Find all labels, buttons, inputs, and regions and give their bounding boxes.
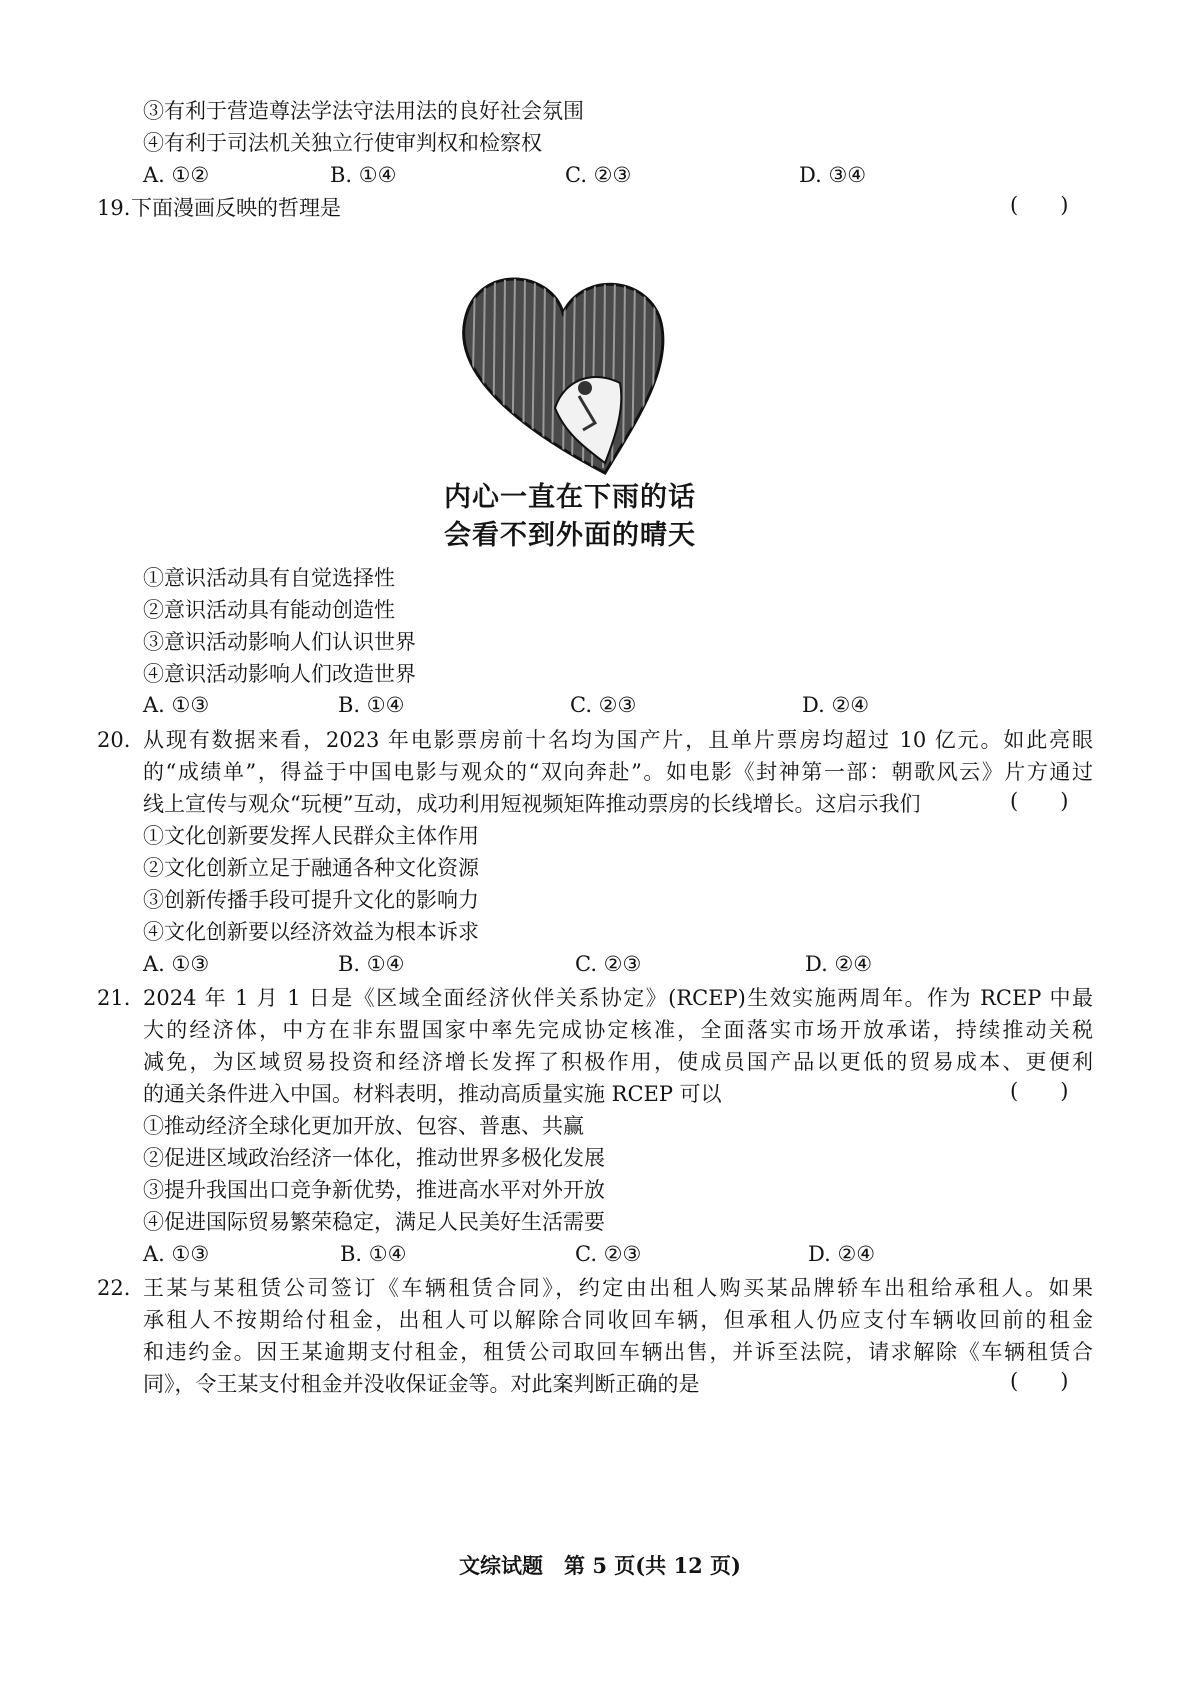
q19-item-2: ②意识活动具有能动创造性 — [143, 598, 395, 622]
q18-item-3: ③有利于营造尊法学法守法用法的良好社会氛围 — [143, 99, 584, 123]
q19-option-d: D. ②④ — [802, 693, 870, 717]
q21-stem-line-2: 大的经济体，中方在非东盟国家中率先完成协定核准，全面落实市场开放承诺，持续推动关税 — [143, 1018, 1093, 1042]
q21-option-c: C. ②③ — [575, 1242, 642, 1266]
q19-options — [143, 690, 1043, 720]
q21-option-a: A. ①③ — [143, 1242, 210, 1266]
q18-option-a: A. ①② — [143, 163, 210, 187]
q19-item-4: ④意识活动影响人们改造世界 — [143, 662, 416, 686]
cartoon-caption-line-2: 会看不到外面的晴天 — [444, 520, 696, 551]
q20-answer-paren: ( ) — [1010, 789, 1069, 813]
q19-answer-paren: ( ) — [1010, 193, 1069, 217]
q21-item-2: ②促进区域政治经济一体化，推动世界多极化发展 — [143, 1146, 605, 1170]
q21-item-3: ③提升我国出口竞争新优势，推进高水平对外开放 — [143, 1178, 605, 1202]
q20-item-3: ③创新传播手段可提升文化的影响力 — [143, 888, 479, 912]
q19-option-c: C. ②③ — [570, 693, 637, 717]
q19-stem: 下面漫画反映的哲理是 — [131, 196, 341, 220]
page-footer: 文综试题 第 5 页(共 12 页) — [459, 1553, 741, 1578]
q20-stem-line-1: 从现有数据来看，2023 年电影票房前十名均为国产片，且单片票房均超过 10 亿元。如此亮眼 — [143, 728, 1093, 752]
q18-option-b: B. ①④ — [330, 163, 397, 187]
q20-stem-line-3: 线上宣传与观众“玩梗”互动，成功利用短视频矩阵推动票房的长线增长。这启示我们 — [143, 792, 921, 816]
q20-option-c: C. ②③ — [575, 952, 642, 976]
q19-number: 19. — [97, 196, 131, 220]
q21-stem-line-4: 的通关条件进入中国。材料表明，推动高质量实施 RCEP 可以 — [143, 1082, 722, 1106]
q20-option-d: D. ②④ — [805, 952, 873, 976]
heart-rain-cartoon — [455, 258, 670, 483]
q20-number: 20. — [97, 728, 131, 752]
cartoon-caption-line-1: 内心一直在下雨的话 — [444, 482, 696, 513]
q20-options — [143, 949, 1043, 979]
q19-item-1: ①意识活动具有自觉选择性 — [143, 566, 395, 590]
q22-stem-line-4: 同》，令王某支付租金并没收保证金等。对此案判断正确的是 — [143, 1372, 700, 1396]
q20-item-2: ②文化创新立足于融通各种文化资源 — [143, 856, 479, 880]
q22-answer-paren: ( ) — [1010, 1369, 1069, 1393]
q20-item-4: ④文化创新要以经济效益为根本诉求 — [143, 920, 479, 944]
q21-item-4: ④促进国际贸易繁荣稳定，满足人民美好生活需要 — [143, 1210, 605, 1234]
q21-stem-line-3: 减免，为区域贸易投资和经济增长发挥了积极作用，使成员国产品以更低的贸易成本、更便利 — [143, 1050, 1093, 1074]
q22-stem-line-3: 和违约金。因王某逾期支付租金，租赁公司取回车辆出售，并诉至法院，请求解除《车辆租赁合 — [143, 1340, 1093, 1364]
q21-option-b: B. ①④ — [340, 1242, 407, 1266]
q18-option-d: D. ③④ — [799, 163, 867, 187]
q19-option-a: A. ①③ — [143, 693, 210, 717]
q22-stem-line-2: 承租人不按期给付租金，出租人可以解除合同收回车辆，但承租人仍应支付车辆收回前的租金 — [143, 1308, 1093, 1332]
q21-option-d: D. ②④ — [808, 1242, 876, 1266]
q18-item-4: ④有利于司法机关独立行使审判权和检察权 — [143, 131, 542, 155]
q22-number: 22. — [97, 1276, 131, 1300]
q18-options — [143, 160, 1043, 190]
q20-item-1: ①文化创新要发挥人民群众主体作用 — [143, 824, 479, 848]
q18-option-c: C. ②③ — [565, 163, 632, 187]
q21-stem-line-1: 2024 年 1 月 1 日是《区域全面经济伙伴关系协定》(RCEP)生效实施两周年。作为 RCEP 中最 — [143, 986, 1093, 1010]
q19-item-3: ③意识活动影响人们认识世界 — [143, 630, 416, 654]
q21-options — [143, 1239, 1043, 1269]
q21-answer-paren: ( ) — [1010, 1079, 1069, 1103]
q19-option-b: B. ①④ — [338, 693, 405, 717]
q20-option-a: A. ①③ — [143, 952, 210, 976]
q22-stem-line-1: 王某与某租赁公司签订《车辆租赁合同》，约定由出租人购买某品牌轿车出租给承租人。如果 — [143, 1276, 1093, 1300]
q21-item-1: ①推动经济全球化更加开放、包容、普惠、共赢 — [143, 1114, 584, 1138]
q20-stem-line-2: 的“成绩单”，得益于中国电影与观众的“双向奔赴”。如电影《封神第一部：朝歌风云》片方通过 — [143, 760, 1093, 784]
q21-number: 21. — [97, 986, 131, 1010]
q20-option-b: B. ①④ — [338, 952, 405, 976]
